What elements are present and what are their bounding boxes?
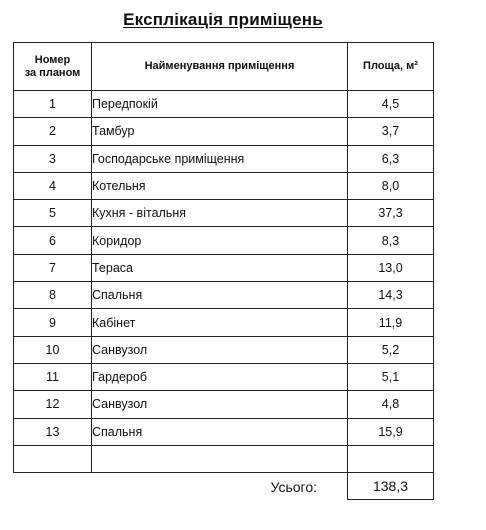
row-area-cell <box>348 445 434 472</box>
row-number-cell: 6 <box>14 227 92 254</box>
row-number-cell: 9 <box>14 309 92 336</box>
row-area-cell: 15,9 <box>348 418 434 445</box>
header-plan-number-line1: Номер <box>34 53 71 66</box>
row-name-cell <box>92 445 348 472</box>
row-number-cell: 12 <box>14 391 92 418</box>
row-area-cell: 4,5 <box>348 91 434 118</box>
table-row <box>14 445 434 472</box>
row-name-cell: Спальня <box>92 282 348 309</box>
table-row <box>14 282 434 309</box>
row-name-cell: Передпокій <box>92 91 348 118</box>
row-number-cell: 2 <box>14 118 92 145</box>
row-number-cell: 1 <box>14 91 92 118</box>
table-row <box>14 391 434 418</box>
row-area-cell: 37,3 <box>348 200 434 227</box>
row-name-cell: Котельня <box>92 172 348 199</box>
row-name-cell: Кабінет <box>92 309 348 336</box>
row-number-cell: 3 <box>14 145 92 172</box>
table-row <box>14 227 434 254</box>
table-row <box>14 254 434 281</box>
row-name-cell: Кухня - вітальня <box>92 200 348 227</box>
row-number-cell: 5 <box>14 200 92 227</box>
row-area-cell: 3,7 <box>348 118 434 145</box>
row-number-cell: 10 <box>14 336 92 363</box>
header-plan-number <box>14 43 92 91</box>
row-name-cell: Тамбур <box>92 118 348 145</box>
row-number-cell: 8 <box>14 282 92 309</box>
row-area-cell: 8,3 <box>348 227 434 254</box>
row-area-cell: 5,2 <box>348 336 434 363</box>
table-row <box>14 145 434 172</box>
total-row <box>14 473 434 500</box>
total-label: Усього: <box>92 473 348 500</box>
row-area-cell: 13,0 <box>348 254 434 281</box>
header-plan-number-line2: за планом <box>24 66 81 79</box>
row-name-cell: Господарське приміщення <box>92 145 348 172</box>
total-value: 138,3 <box>348 473 434 500</box>
table-row <box>14 309 434 336</box>
row-name-cell: Санвузол <box>92 336 348 363</box>
row-name-cell: Тераса <box>92 254 348 281</box>
row-area-cell: 14,3 <box>348 282 434 309</box>
table-row <box>14 336 434 363</box>
row-area-cell: 4,8 <box>348 391 434 418</box>
row-area-cell: 8,0 <box>348 172 434 199</box>
row-number-cell: 13 <box>14 418 92 445</box>
row-number-cell: 7 <box>14 254 92 281</box>
table-row <box>14 363 434 390</box>
total-blank-cell <box>14 473 92 500</box>
table-row <box>14 118 434 145</box>
row-name-cell: Гардероб <box>92 363 348 390</box>
row-name-cell: Спальня <box>92 418 348 445</box>
row-name-cell: Коридор <box>92 227 348 254</box>
table-row <box>14 172 434 199</box>
table-row <box>14 418 434 445</box>
header-area: Площа, м² <box>348 43 434 91</box>
row-area-cell: 11,9 <box>348 309 434 336</box>
page-title: Експлікація приміщень <box>123 10 323 29</box>
row-number-cell: 4 <box>14 172 92 199</box>
row-area-cell: 5,1 <box>348 363 434 390</box>
table-header-row <box>14 43 434 91</box>
row-number-cell <box>14 445 92 472</box>
row-area-cell: 6,3 <box>348 145 434 172</box>
table-row <box>14 200 434 227</box>
row-number-cell: 11 <box>14 363 92 390</box>
table-row <box>14 91 434 118</box>
explication-table <box>13 42 434 500</box>
header-room-name: Найменування приміщення <box>92 43 348 91</box>
row-name-cell: Санвузол <box>92 391 348 418</box>
